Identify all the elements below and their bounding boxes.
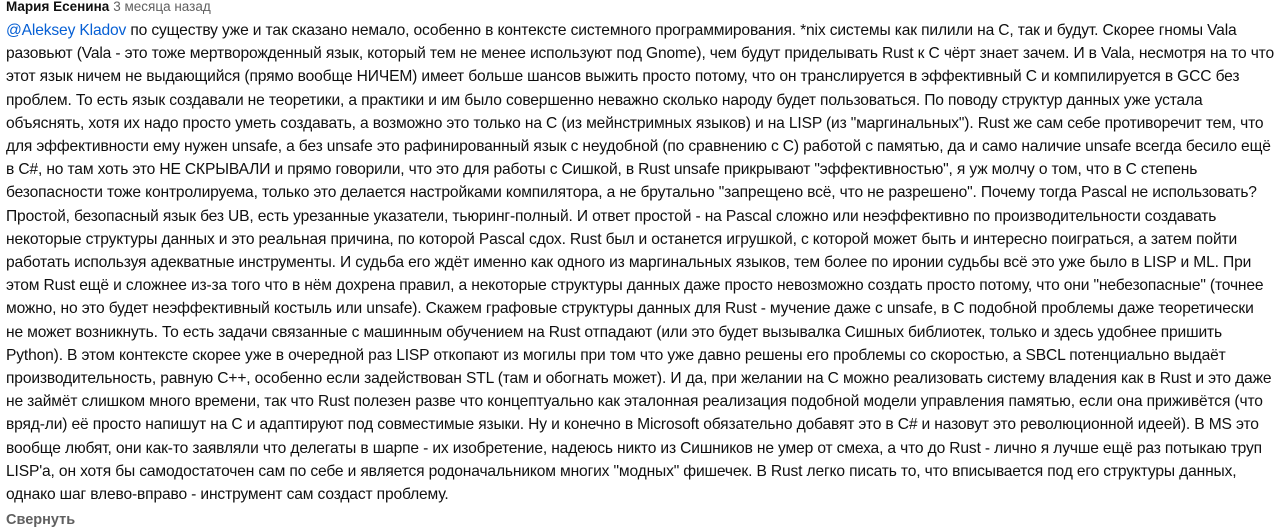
comment-header	[6, 0, 1274, 18]
comment-text: по существу уже и так сказано немало, особенно в контексте системного программирования. *nix системы как пилили на С, так и будут. Скорее гномы Vala разовьют (Vala - это тоже мертворожденный язык, который тем не менее используют под Gnome), чем будут приделывать Rust к С чёрт знает зачем. И в Vala, несмотря на то что этот язык ничем не выдающийся (прямо вообще НИЧЕМ) имеет больше шансов выжить просто потому, что он транслируется в эффективный С и компилируется в GCC без проблем. То есть язык создавали не теоретики, а практики и им было совершенно неважно сколько народу будет пользоваться. По поводу структур данных уже устала объяснять, хотя их надо просто уметь создавать, а возможно это только на С (из мейнстримных языков) и на LISP (из "маргинальных"). Rust же сам себе противоречит тем, что для эффективности ему нужен unsafe, а без unsafe это рафинированный язык с неудобной (по сравнению с С) работой с памятью, да и само наличие unsafe всегда бесило ещё в C#, но там хоть это НЕ СКРЫВАЛИ и прямо говорили, что это для работы с Сишкой, в Rust unsafe прикрывают "эффективностью", я уж молчу о том, что в С степень безопасности тоже контролируема, только это делается настройками компилятора, а не брутально "запрещено всё, что не разрешено". Почему тогда Pascal не использовать? Простой, безопасный язык без UB, есть урезанные указатели, тьюринг-полный. И ответ простой - на Pascal сложно или неэффективно по производительности создавать некоторые структуры данных и это реальная причина, по которой Pascal сдох. Rust был и останется игрушкой, с которой может быть и интересно поиграться, а затем пойти работать используя адекватные инструменты. И судьба его ждёт именно как одного из маргинальных языков, тем более по иронии судьбы всё это уже было в LISP и ML. При этом Rust ещё и сложнее из-за того что в нём дохрена правил, а некоторые структуры данных даже просто невозможно создать просто потому, что они "небезопасные" (точнее можно, но это будет неэффективный костыль или unsafe). Скажем графовые структуры данных для Rust - мучение даже с unsafe, в С подобной проблемы даже теоретически не может возникнуть. То есть задачи связанные с машинным обучением на Rust отпадают (или это будет вызывалка Сишных библиотек, только и здесь удобнее пришить Python). В этом контексте скорее уже в очередной раз LISP откопают из могилы при том что уже давно решены его проблемы со скоростью, а SBCL потенциально выдаёт производительность, равную C++, особенно если задействован STL (там и обогнать может). И да, при желании на С можно реализовать систему владения как в Rust и это даже не займёт слишком много времени, так что Rust полезен разве что концептуально как эталонная реализация подобной модели управления памятью, если она приживётся (что вряд-ли) её просто напишут на С и адаптируют под совместимые языки. Ну и конечно в Microsoft обязательно добавят это в C# и назовут это революционной идеей). В MS это вообще любят, они как-то заявляли что делегаты в шарпе - их изобретение, надеюсь никто из Сишников не умер от смеха, а что до Rust - лично я лучше ещё раз потыкаю труп LISP'а, он хотя бы самодостаточен сам по себе и является родоначальником многих "модных" фишечек. В Rust легко писать то, что вписывается под его структуры данных, однако шаг влево-вправо - инструмент сам создаст проблему.	[6, 22, 1275, 504]
comment-author[interactable]: Мария Есенина	[6, 0, 110, 14]
collapse-button[interactable]: Свернуть	[6, 512, 76, 529]
comment-body	[6, 19, 1274, 506]
comment-timestamp[interactable]: 3 месяца назад	[113, 0, 211, 14]
user-mention-link[interactable]: @Aleksey Kladov	[6, 22, 127, 39]
